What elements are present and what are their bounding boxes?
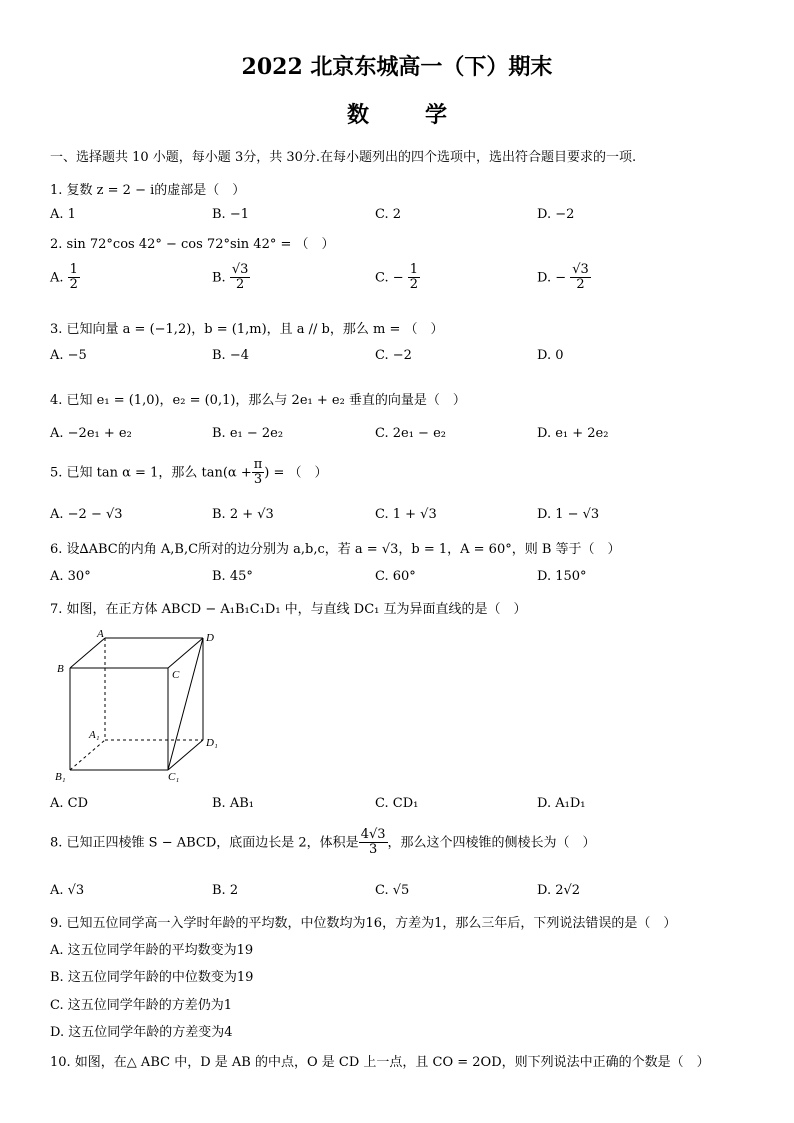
q4-option-c: C. 2e₁ − e₂ (375, 426, 446, 441)
edge-cd (168, 638, 203, 668)
question-3-stem: 3. 已知向量 a = (−1,2)，b = (1,m)，且 a // b，那么 m = （ ） (50, 322, 444, 337)
q2-option-c: C. − $\frac{1}{2}$ (375, 262, 419, 293)
question-9-stem: 9. 已知五位同学高一入学时年龄的平均数，中位数均为16，方差为1，那么三年后，下列说法错误的是（ ） (50, 916, 677, 931)
q1-option-b: B. −1 (212, 207, 249, 222)
q2-option-a: A. $\frac{1}{2}$ (50, 262, 78, 293)
label-d1: D₁ (206, 737, 218, 749)
question-10-stem: 10. 如图，在△ ABC 中，D 是 AB 的中点，O 是 CD 上一点，且 CO = 2OD，则下列说法中正确的个数是（ ） (50, 1055, 710, 1070)
q7-option-b: B. AB₁ (212, 796, 254, 811)
q5-option-d: D. 1 − √3 (537, 507, 600, 522)
q8-option-a: A. √3 (50, 883, 85, 898)
q7-option-a: A. CD (50, 796, 89, 811)
question-1-stem: 1. 复数 z = 2 − i的虚部是（ ） (50, 183, 246, 198)
q5-option-c: C. 1 + √3 (375, 507, 437, 522)
q9-option-d: D. 这五位同学年龄的方差变为4 (50, 1025, 233, 1040)
q3-option-d: D. 0 (537, 348, 564, 363)
q1-option-c: C. 2 (375, 207, 402, 222)
question-5-stem: 5. 已知 tan α = 1，那么 tan(α + $\frac{\pi}{3}$ ) = （ ） (50, 457, 328, 488)
q9-option-c: C. 这五位同学年龄的方差仍为1 (50, 998, 233, 1013)
label-a1: A₁ (89, 729, 100, 741)
label-c1: C₁ (168, 771, 180, 783)
q6-option-c: C. 60° (375, 569, 416, 584)
q6-option-d: D. 150° (537, 569, 587, 584)
q5-option-a: A. −2 − √3 (50, 507, 123, 522)
question-8-stem: 8. 已知正四棱锥 S − ABCD，底面边长是 2，体积是 $\frac{4√3}{3}$ ，那么这个四棱锥的侧棱长为（ ） (50, 827, 596, 858)
q9-option-a: A. 这五位同学年龄的平均数变为19 (50, 943, 254, 958)
q7-option-d: D. A₁D₁ (537, 796, 586, 811)
label-b1: B₁ (55, 771, 66, 783)
page-title: 2022 北京东城高一（下）期末 (241, 54, 553, 80)
q8-option-d: D. 2√2 (537, 883, 581, 898)
q7-option-c: C. CD₁ (375, 796, 419, 811)
edge-ba (70, 638, 105, 668)
q3-option-c: C. −2 (375, 348, 412, 363)
q6-option-a: A. 30° (50, 569, 91, 584)
q1-option-a: A. 1 (50, 207, 76, 222)
edge-b1a1-hidden (70, 740, 105, 770)
q6-option-b: B. 45° (212, 569, 253, 584)
q5-option-b: B. 2 + √3 (212, 507, 274, 522)
label-c: C (172, 669, 180, 681)
edge-c1d1 (168, 740, 203, 770)
q4-option-d: D. e₁ + 2e₂ (537, 426, 609, 441)
diagonal-dc1 (168, 638, 203, 770)
label-d: D (206, 632, 214, 644)
section-heading: 一、选择题共 10 小题，每小题 3分，共 30分.在每小题列出的四个选项中，选出符合题目要求的一项. (50, 150, 637, 165)
label-b: B (57, 663, 64, 675)
q2-option-b: B. $\frac{√3}{2}$ (212, 262, 249, 293)
q8-option-c: C. √5 (375, 883, 410, 898)
subject-char-1: 数 (346, 102, 369, 128)
q9-option-b: B. 这五位同学年龄的中位数变为19 (50, 970, 254, 985)
cube-figure (50, 628, 225, 788)
q8-option-b: B. 2 (212, 883, 239, 898)
q2-option-d: D. − $\frac{√3}{2}$ (537, 262, 589, 293)
q3-option-a: A. −5 (50, 348, 87, 363)
label-a: A (97, 628, 104, 640)
question-6-stem: 6. 设∆ABC的内角 A,B,C所对的边分别为 a,b,c，若 a = √3，b = 1，A = 60°，则 B 等于（ ） (50, 542, 621, 557)
subject-heading (0, 98, 794, 129)
question-7-stem: 7. 如图，在正方体 ABCD − A₁B₁C₁D₁ 中，与直线 DC₁ 互为异面直线的是（ ） (50, 602, 527, 617)
question-4-stem: 4. 已知 e₁ = (1,0)，e₂ = (0,1)，那么与 2e₁ + e₂ 垂直的向量是（ ） (50, 393, 466, 408)
subject-char-2: 学 (425, 102, 448, 128)
question-2-stem: 2. sin 72°cos 42° − cos 72°sin 42° = （ ） (50, 237, 335, 252)
q4-option-a: A. −2e₁ + e₂ (50, 426, 132, 441)
q1-option-d: D. −2 (537, 207, 575, 222)
q4-option-b: B. e₁ − 2e₂ (212, 426, 284, 441)
q3-option-b: B. −4 (212, 348, 249, 363)
